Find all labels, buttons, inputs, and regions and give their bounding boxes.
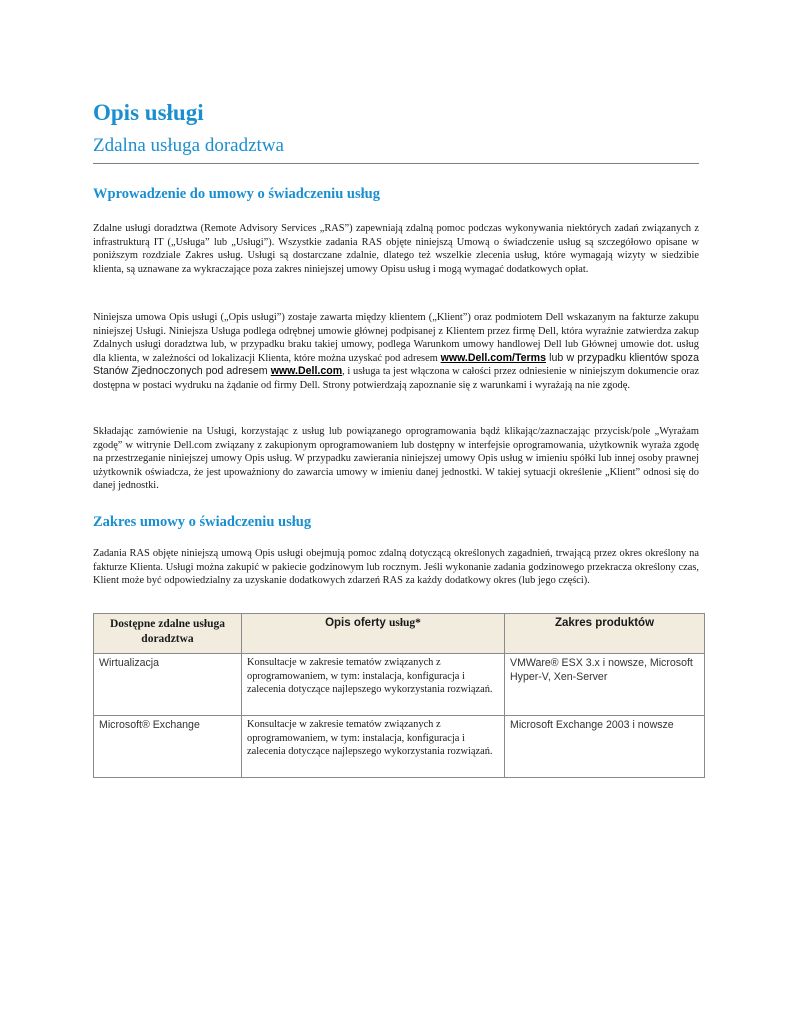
table-row (94, 716, 705, 778)
document-title: Opis usługi (93, 100, 204, 125)
cell-products: Microsoft Exchange 2003 i nowsze (505, 716, 705, 778)
cell-service: Microsoft® Exchange (94, 716, 242, 778)
header-offer-description: Opis oferty usług* (242, 614, 505, 654)
intro-paragraph-1: Zdalne usługi doradztwa (Remote Advisory Services „RAS”) zapewniają zdalną pomoc podczas wykonywania niektórych zadań związanych z infrastrukturą IT („Usługa” lub „Usługi”). Wszystkie zadania RAS objęte niniejszą Umową o świadczenie usług są szczegółowo opisane w poniższym rozdziale Zakres usług. Usługi są dostarczane zdalnie, dlatego też wszelkie zlecenia usług, które wymagają wizyty w siedzibie klienta, są uznawane za wykraczające poza zakres niniejszej umowy Opisu usług i mogą wymagać dodatkowych opłat. (93, 223, 699, 275)
section-heading-scope: Zakres umowy o świadczeniu usług (93, 514, 312, 530)
cell-description: Konsultacje w zakresie tematów związanych z oprogramowaniem, w tym: instalacja, konfiguracja i zalecenia dotyczące najlepszego wykorzystania rozwiązań. (242, 716, 505, 778)
table-row (94, 654, 705, 716)
intro-paragraph-2: Niniejsza umowa Opis usługi („Opis usługi”) zostaje zawarta między klientem („Klient”) oraz podmiotem Dell wskazanym na fakturze zakupu niniejszej Usługi. Niniejsza Usługa podlega odrębnej umowie głównej podpisanej z Klientem przez firmę Dell, która wyraźnie zatwierdza zakup Zdalnych usługi doradztwa lub, w przypadku braku takiej umowy, podlega Warunkom umowy handlowej Dell lub Głównej umowie dot. usług dla klienta, w zależności od lokalizacji Klienta, które można uzyskać pod adresem www.Dell.com/Terms lub w przypadku klientów spoza Stanów Zjednoczonych pod adresem www.Dell.com, i usługa ta jest włączona w całości przez odniesienie w niniejszym dokumencie oraz dostępna w postaci wydruku na żądanie od firmy Dell. Strony potwierdzają zapoznanie się z warunkami i wyrażają na nie zgodę. (93, 312, 699, 391)
header-available-services: Dostępne zdalne usługa doradztwa (94, 614, 242, 654)
header-product-scope: Zakres produktów (505, 614, 705, 654)
scope-paragraph: Zadania RAS objęte niniejszą umową Opis usługi obejmują pomoc zdalną dotyczącą określonych zagadnień, trwającą przez okres określony na fakturze Klienta. Usługi można zakupić w pakiecie godzinowym lub rocznym. Jeśli wykonanie zadania godzinowego przekracza określony czas, Klient może być odpowiedzialny za uzyskanie dodatkowych zdarzeń RAS za każdy dodatkowy okres (lub jego części). (93, 548, 699, 587)
section-heading-introduction: Wprowadzenie do umowy o świadczeniu usług (93, 186, 380, 202)
table-header-row (94, 614, 705, 654)
service-offer-table (93, 613, 705, 778)
cell-service: Wirtualizacja (94, 654, 242, 716)
cell-products: VMWare® ESX 3.x i nowsze, Microsoft Hyper-V, Xen-Server (505, 654, 705, 716)
dell-terms-link[interactable]: www.Dell.com/Terms (440, 351, 546, 364)
intro-paragraph-3: Składając zamówienie na Usługi, korzystając z usług lub powiązanego oprogramowania bądź klikając/zaznaczając przycisk/pole „Wyrażam zgodę” w witrynie Dell.com związany z zakupionym oprogramowaniem lub dostępny w interfejsie oprogramowania, użytkownik wyraża zgodę na przestrzeganie niniejszej umowy Opis usług. W przypadku zawierania niniejszej umowy Opis usług w imieniu spółki lub innej osoby prawnej użytkownik oświadcza, że jest upoważniony do zawarcia umowy w imieniu danej jednostki. W takiej sytuacji określenie „Klient” odnosi się do danej jednostki. (93, 426, 699, 492)
document-subtitle: Zdalna usługa doradztwa (93, 135, 284, 156)
cell-description: Konsultacje w zakresie tematów związanych z oprogramowaniem, w tym: instalacja, konfiguracja i zalecenia dotyczące najlepszego wykorzystania rozwiązań. (242, 654, 505, 716)
title-divider (93, 163, 699, 164)
dell-com-link[interactable]: www.Dell.com (270, 365, 343, 378)
